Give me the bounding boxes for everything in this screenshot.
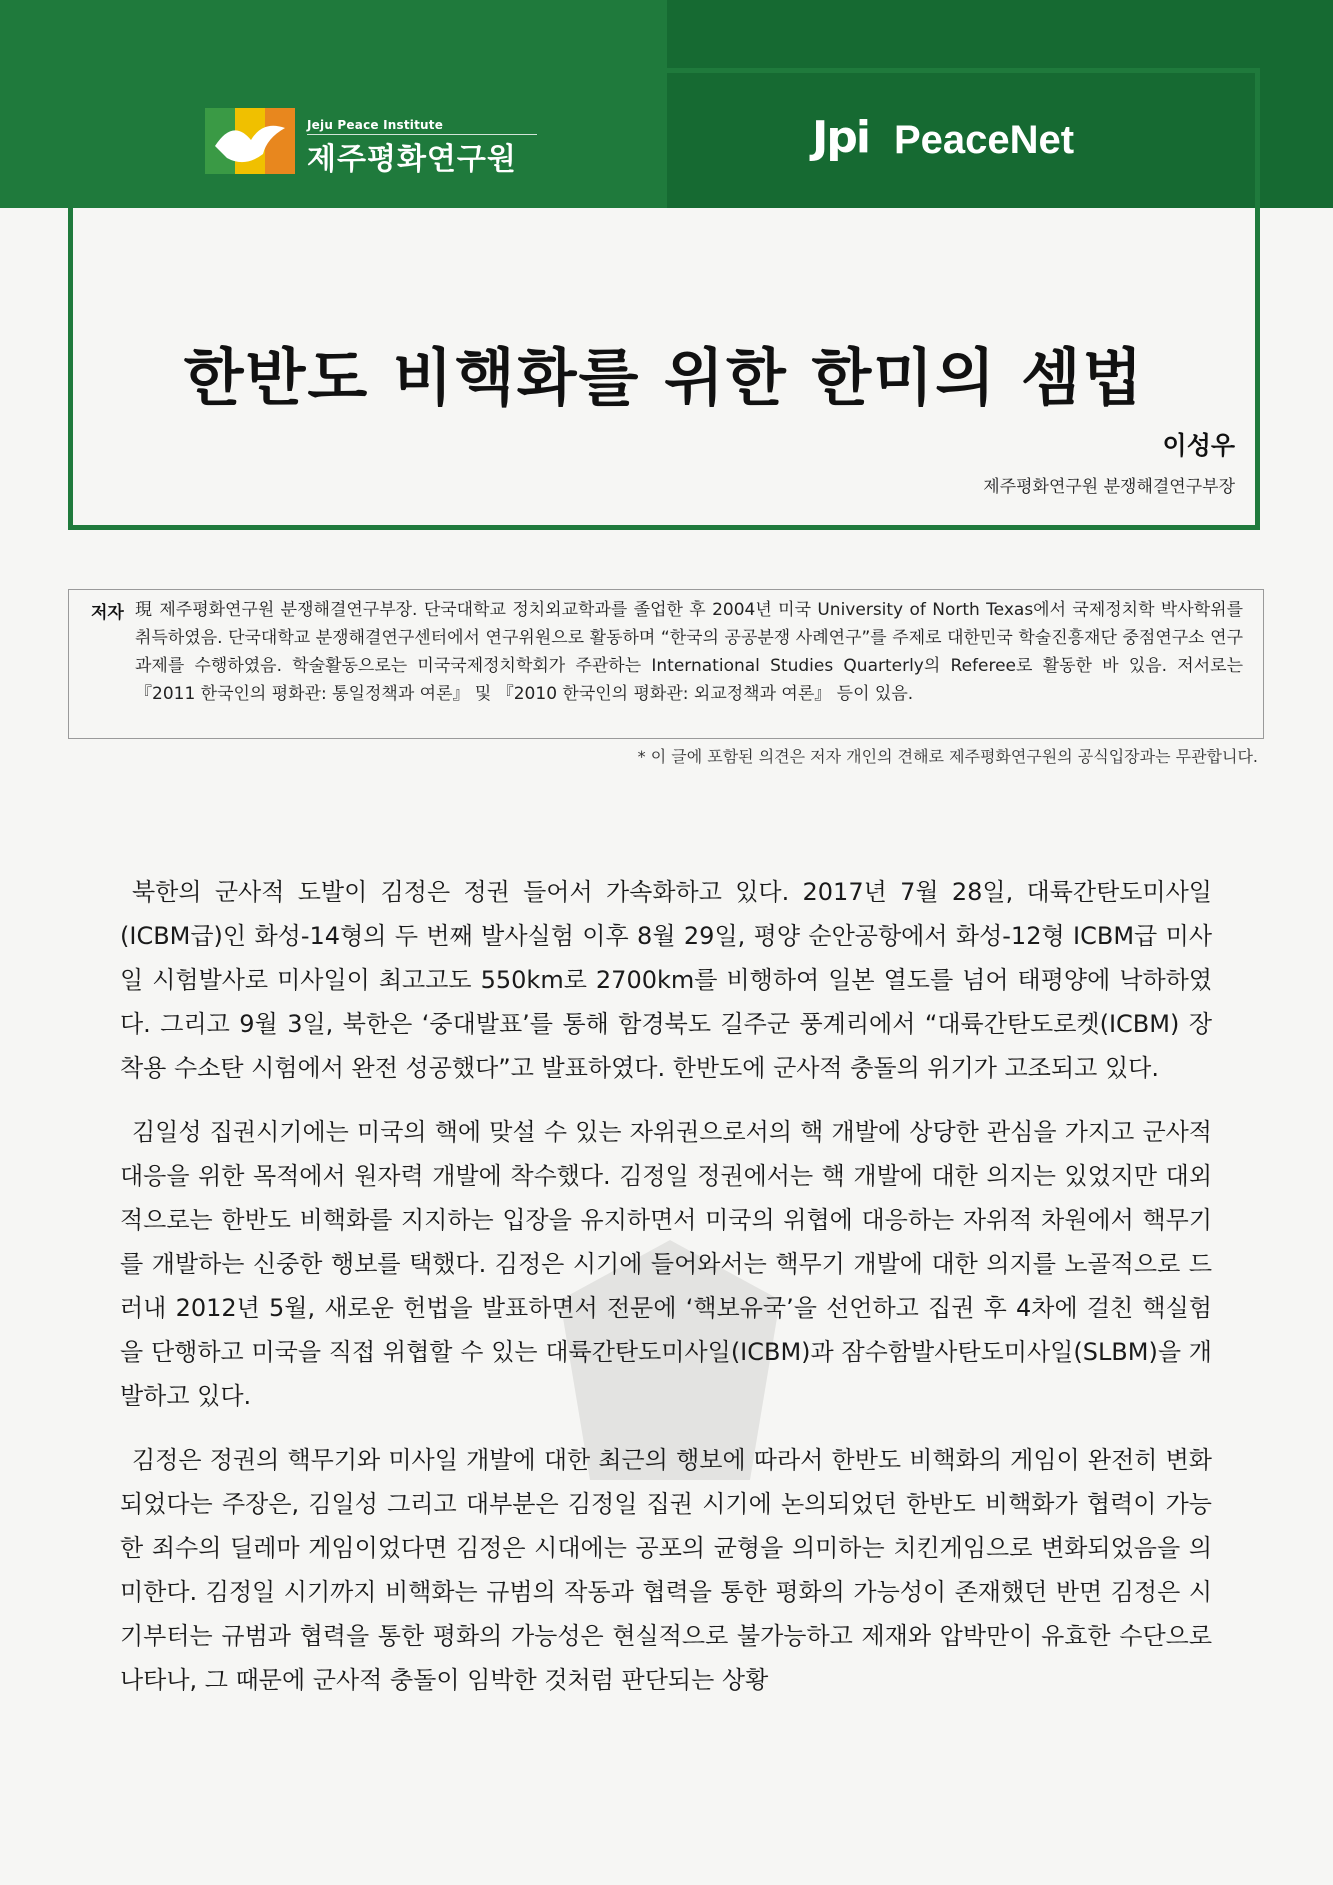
bio-label: 저자	[91, 603, 124, 623]
bio-text: 現 제주평화연구원 분쟁해결연구부장. 단국대학교 정치외교학과를 졸업한 후 2004년 미국 University of North Texas에서 국제정치학 박사학위를 취득하였음. 단국대학교 분쟁해결연구센터에서 연구위원으로 활동하며 “한국의 공공분쟁 사례연구”를 주제로 대한민국 학술진흥재단 중점연구소 연구과제를 수행하였음. 학술활동으로는 미국국제정치학회가 주관하는 International Studies Quarterly의 Referee로 활동한 바 있음. 저서로는 『2011 한국인의 평화관: 통일정책과 여론』 및 『2010 한국인의 평화관: 외교정책과 여론』 등이 있음.	[135, 600, 1243, 704]
institute-name-en: Jeju Peace Institute	[307, 118, 444, 132]
author-affiliation: 제주평화연구원 분쟁해결연구부장	[983, 477, 1235, 497]
article-body	[120, 870, 1212, 1722]
institute-name-ko: 제주평화연구원	[307, 142, 517, 177]
author-name: 이성우	[1162, 431, 1235, 460]
title-frame	[68, 68, 1260, 530]
disclaimer: * 이 글에 포함된 의견은 저자 개인의 견해로 제주평화연구원의 공식입장과는 무관합니다.	[637, 747, 1258, 766]
body-paragraph: 북한의 군사적 도발이 김정은 정권 들어서 가속화하고 있다. 2017년 7월 28일, 대륙간탄도미사일(ICBM급)인 화성-14형의 두 번째 발사실험 이후 8월 29일, 평양 순안공항에서 화성-12형 ICBM급 미사일 시험발사로 미사일이 최고고도 550km로 2700km를 비행하여 일본 열도를 넘어 태평양에 낙하하였다. 그리고 9월 3일, 북한은 ‘중대발표’를 통해 함경북도 길주군 풍계리에서 “대륙간탄도로켓(ICBM) 장착용 수소탄 시험에서 완전 성공했다”고 발표하였다. 한반도에 군사적 충돌의 위기가 고조되고 있다.	[120, 878, 1212, 1082]
body-paragraph: 김일성 집권시기에는 미국의 핵에 맞설 수 있는 자위권으로서의 핵 개발에 상당한 관심을 가지고 군사적 대응을 위한 목적에서 원자력 개발에 착수했다. 김정일 정권에서는 핵 개발에 대한 의지는 있었지만 대외적으로는 한반도 비핵화를 지지하는 입장을 유지하면서 미국의 위협에 대응하는 자위적 차원에서 핵무기를 개발하는 신중한 행보를 택했다. 김정은 시기에 들어와서는 핵무기 개발에 대한 의지를 노골적으로 드러내 2012년 5월, 새로운 헌법을 발표하면서 전문에 ‘핵보유국’을 선언하고 집권 후 4차에 걸친 핵실험을 단행하고 미국을 직접 위협할 수 있는 대륙간탄도미사일(ICBM)과 잠수함발사탄도미사일(SLBM)을 개발하고 있다.	[120, 1118, 1212, 1410]
jpi-mark: Jpi	[812, 112, 869, 163]
peacenet-wordmark: PeaceNet	[894, 118, 1075, 162]
body-paragraph: 김정은 정권의 핵무기와 미사일 개발에 대한 최근의 행보에 따라서 한반도 비핵화의 게임이 완전히 변화되었다는 주장은, 김일성 그리고 대부분은 김정일 집권 시기에 논의되었던 한반도 비핵화가 협력이 가능한 죄수의 딜레마 게임이었다면 김정은 시대에는 공포의 균형을 의미하는 치킨게임으로 변화되었음을 의미한다. 김정일 시기까지 비핵화는 규범의 작동과 협력을 통한 평화의 가능성이 존재했던 반면 김정은 시기부터는 규범과 협력을 통한 평화의 가능성은 현실적으로 불가능하고 제재와 압박만이 유효한 수단으로 나타나, 그 때문에 군사적 충돌이 임박한 것처럼 판단되는 상황	[120, 1446, 1212, 1694]
author-bio-box	[68, 589, 1264, 739]
article-title: 한반도 비핵화를 위한 한미의 셈법	[183, 341, 1145, 414]
